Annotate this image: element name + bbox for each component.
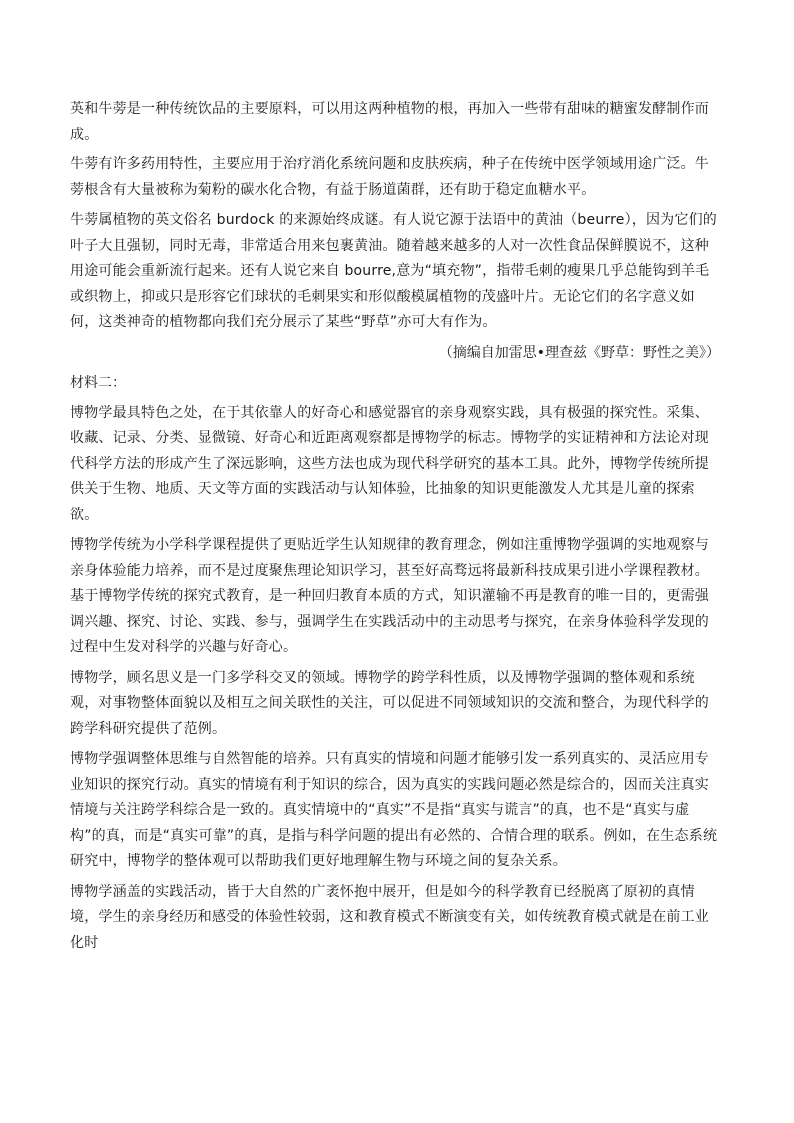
paragraph: 博物学强调整体思维与自然智能的培养。只有真实的情境和问题才能够引发一系列真实的、灵活应用专业知识的探究行动。真实的情境有利于知识的综合，因为真实的实践问题必然是综合的，因而关注真实情境与关注跨学科综合是一致的。真实情境中的“真实”不是指“真实与谎言”的真，也不是“真实与虚构”的真，而是“真实可靠”的真，是指与科学问题的提出有必然的、合情合理的联系。例如，在生态系统研究中，博物学的整体观可以帮助我们更好地理解生物与环境之间的复杂关系。	[70, 751, 718, 869]
paragraph: 牛蒡有许多药用特性，主要应用于治疗消化系统问题和皮肤疾病，种子在传统中医学领域用途广泛。牛蒡根含有大量被称为菊粉的碳水化合物，有益于肠道菌群，还有助于稳定血糖水平。	[70, 156, 709, 198]
citation: （摘编自加雷思•理查兹《野草：野性之美》）	[438, 344, 720, 361]
paragraph: 博物学，顾名思义是一门多学科交叉的领域。博物学的跨学科性质，以及博物学强调的整体观和系统观，对事物整体面貌以及相互之间关联性的关注，可以促进不同领域知识的交流和整合，为现代科学的跨学科研究提供了范例。	[70, 669, 709, 737]
document-page	[70, 97, 722, 961]
paragraph: 英和牛蒡是一种传统饮品的主要原料，可以用这两种植物的根，再加入一些带有甜味的糖蜜发酵制作而成。	[70, 101, 709, 143]
paragraph: 博物学最具特色之处，在于其依靠人的好奇心和感觉器官的亲身观察实践，具有极强的探究性。采集、收藏、记录、分类、显微镜、好奇心和近距离观察都是博物学的标志。博物学的实证精神和方法论对现代科学方法的形成产生了深远影响，这些方法也成为现代科学研究的基本工具。此外，博物学传统所提供关于生物、地质、天文等方面的实践活动与认知体验，比抽象的知识更能激发人尤其是儿童的探索欲。	[70, 404, 709, 523]
paragraph: 博物学涵盖的实践活动，皆于大自然的广袤怀抱中展开，但是如今的科学教育已经脱离了原初的真情境，学生的亲身经历和感受的体验性较弱，这和教育模式不断演变有关，如传统教育模式就是在前工业化时	[70, 883, 709, 951]
paragraph: 牛蒡属植物的英文俗名 burdock 的来源始终成谜。有人说它源于法语中的黄油（beurre），因为它们的叶子大且强韧，同时无毒，非常适合用来包裹黄油。随着越来越多的人对一次性食品保鲜膜说不，这种用途可能会重新流行起来。还有人说它来自 bourre,意为“填充物”，指带毛刺的瘦果几乎总能钩到羊毛或织物上，抑或只是形容它们球状的毛刺果实和形似酸模属植物的茂盛叶片。无论它们的名字意义如何，这类神奇的植物都向我们充分展示了某些“野草”亦可大有作为。	[70, 212, 717, 330]
section-label: 材料二：	[70, 374, 126, 391]
paragraph: 博物学传统为小学科学课程提供了更贴近学生认知规律的教育理念，例如注重博物学强调的实地观察与亲身体验能力培养，而不是过度聚焦理论知识学习，甚至好高骛远将最新科技成果引进小学课程教材。基于博物学传统的探究式教育，是一种回归教育本质的方式，知识灌输不再是教育的唯一目的，更需强调兴趣、探究、讨论、实践、参与，强调学生在实践活动中的主动思考与探究，在亲身体验科学发现的过程中生发对科学的兴趣与好奇心。	[70, 537, 709, 655]
